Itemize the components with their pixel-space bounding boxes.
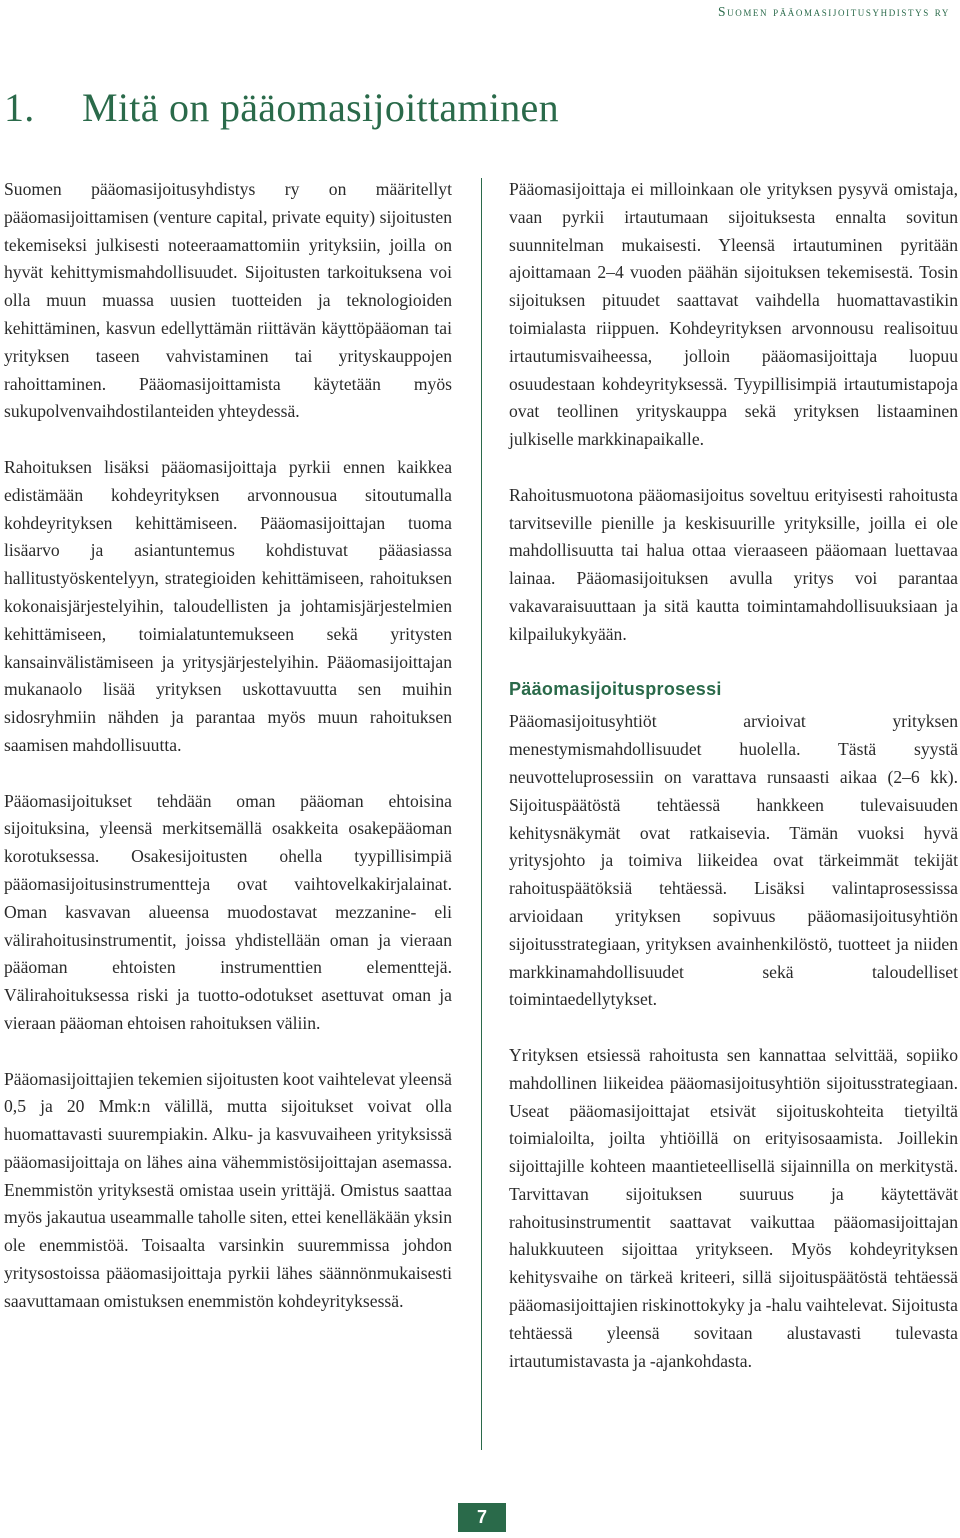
column-divider [481,178,482,1450]
running-header: Suomen pääomasijoitusyhdistys ry [718,4,950,19]
chapter-title-text: Mitä on pääomasijoittaminen [82,85,559,130]
chapter-number: 1. [4,85,35,130]
section-heading: Pääomasijoitusprosessi [509,679,722,700]
body-paragraph: Pääomasijoitukset tehdään oman pääoman ehtoisina sijoituksina, yleensä merkitsemällä osakkeita osakepääoman korotuksessa. Osakesijoitusten ohella tyypillisimpiä pääomasijoitusinstrumentteja ovat vaihtovelkakirjalainat. Oman kasvavan alueensa muodostavat mezzanine- eli välirahoitusinstrumentit, joissa yhdistellään oman ja vieraan pääoman ehtoisten instrumenttien elementtejä. Välirahoituksessa riski ja tuotto-odotukset asettuvat oman ja vieraan pääoman ehtoisen rahoituksen väliin. [4,790,452,1033]
chapter-title [4,84,559,131]
body-paragraph: Suomen pääomasijoitusyhdistys ry on määritellyt pääomasijoittamisen (venture capital, private equity) sijoitusten tekemiseksi julkisesti noteeraamattomiin yrityksiin, joilla on hyvät kehittymismahdollisuudet. Sijoitusten tarkoituksena voi olla muun muassa uusien tuotteiden ja teknologioiden kehittäminen, kasvun edellyttämän riittävän käyttöpääoman tai yrityksen taseen vahvistaminen tai yrityskauppojen rahoittaminen. Pääomasijoittamista käytetään myös sukupolvenvaihdostilanteiden yhteydessä. [4,179,452,422]
body-paragraph: Pääomasijoittaja ei milloinkaan ole yrityksen pysyvä omistaja, vaan pyrkii irtautumaan sijoituksesta ennalta sovitun suunnitelman mukaisesti. Yleensä irtautuminen pyritään ajoittamaan 2–4 vuoden päähän sijoituksen tekemisestä. Tosin sijoituksen pituudet saattavat vaihdella huomattavastikin toimialasta riippuen. Kohdeyrityksen arvonnousu realisoituu irtautumisvaiheessa, jolloin pääomasijoittaja luopuu osuudestaan kohdeyrityksessä. Tyypillisimpiä irtautumistapoja ovat teollinen yrityskauppa sekä yrityksen listaaminen julkiselle markkinapaikalle. [509,179,958,450]
body-paragraph: Pääomasijoittajien tekemien sijoitusten koot vaihtelevat yleensä 0,5 ja 20 Mmk:n välillä, mutta sijoitukset voivat olla huomattavasti suurempiakin. Alku- ja kasvuvaiheen yrityksissä pääomasijoittaja on lähes aina vähemmistösijoittajan asemassa. Enemmistön yrityksestä omistaa usein yrittäjä. Omistus saattaa myös jakautua useammalle taholle siten, ettei kenelläkään yksin ole enemmistöä. Toisaalta varsinkin suuremmissa johdon yritysostoissa pääomasijoittaja pyrkii lähes säännönmukaisesti saavuttamaan omistuksen enemmistön kohdeyrityksessä. [4,1068,452,1311]
right-column [509,176,958,1375]
body-paragraph: Yrityksen etsiessä rahoitusta sen kannattaa selvittää, sopiiko mahdollinen liikeidea pääomasijoitusyhtiön sijoitusstrategiaan. Useat pääomasijoittajat etsivät sijoituskohteita tietyiltä toimialoilta, joilta yhtiöillä on erityisosaamista. Joillekin sijoittajille kohteen maantieteellisellä sijainnilla on merkitystä. Tarvittavan sijoituksen suuruus ja käytettävät rahoitusinstrumentit saattavat vaikuttaa pääomasijoittajan halukkuuteen sijoittaa yritykseen. Myös kohdeyrityksen kehitysvaihe on tärkeä kriteeri, sillä sijoituspäätöstä tehtäessä pääomasijoittajien riskinottokyky ja -halu vaihtelevat. Sijoitusta tehtäessä yleensä sovitaan alustavasti tulevasta irtautumistavasta ja -ajankohdasta. [509,1044,958,1371]
body-paragraph: Pääomasijoitusyhtiöt arvioivat yrityksen menestymismahdollisuudet huolella. Tästä syystä neuvotteluprosessiin on varattava runsaasti aikaa (2–6 kk). Sijoituspäätöstä tehtäessä hankkeen tulevaisuuden kehitysnäkymät ovat ratkaisevia. Tämän vuoksi hyvä yritysjohto ja toimiva liikeidea ovat tärkeimmät tekijät rahoituspäätöksiä tehtäessä. Lisäksi valintaprosessissa arvioidaan yrityksen sopivuus pääomasijoitusyhtiön sijoitusstrategiaan, yrityksen avainhenkilöstö, tuotteet ja niiden markkinamahdollisuudet sekä taloudelliset toimintaedellytykset. [509,711,958,1010]
left-column [4,176,452,1316]
body-paragraph: Rahoitusmuotona pääomasijoitus soveltuu erityisesti rahoitusta tarvitseville pienille ja keskisuurille yrityksille, joilla ei ole mahdollisuutta tai halua ottaa vieraaseen pääomaan luettavaa lainaa. Pääomasijoituksen avulla yritys voi parantaa vakavaraisuuttaan ja sitä kautta toimintamahdollisuuksiaan ja kilpailukykyään. [509,484,958,644]
body-paragraph: Rahoituksen lisäksi pääomasijoittaja pyrkii ennen kaikkea edistämään kohdeyrityksen arvonnousua sitoutumalla kohdeyrityksen kehittämiseen. Pääomasijoittajan tuoma lisäarvo ja asiantuntemus kohdistuvat pääasiassa hallitustyöskentelyyn, strategioiden kehittämiseen, rahoituksen kokonaisjärjestelyihin, taloudellisten ja johtamisjärjestelmien kehittämiseen, toimialatuntemukseen sekä yritysten kansainvälistämiseen ja yritysjärjestelyihin. Pääomasijoittajan mukanaolo lisää yrityksen uskottavuutta sen muihin sidosryhmiin nähden ja parantaa myös muun rahoituksen saamisen mahdollisuutta. [4,456,452,755]
page-number: 7 [458,1503,506,1532]
